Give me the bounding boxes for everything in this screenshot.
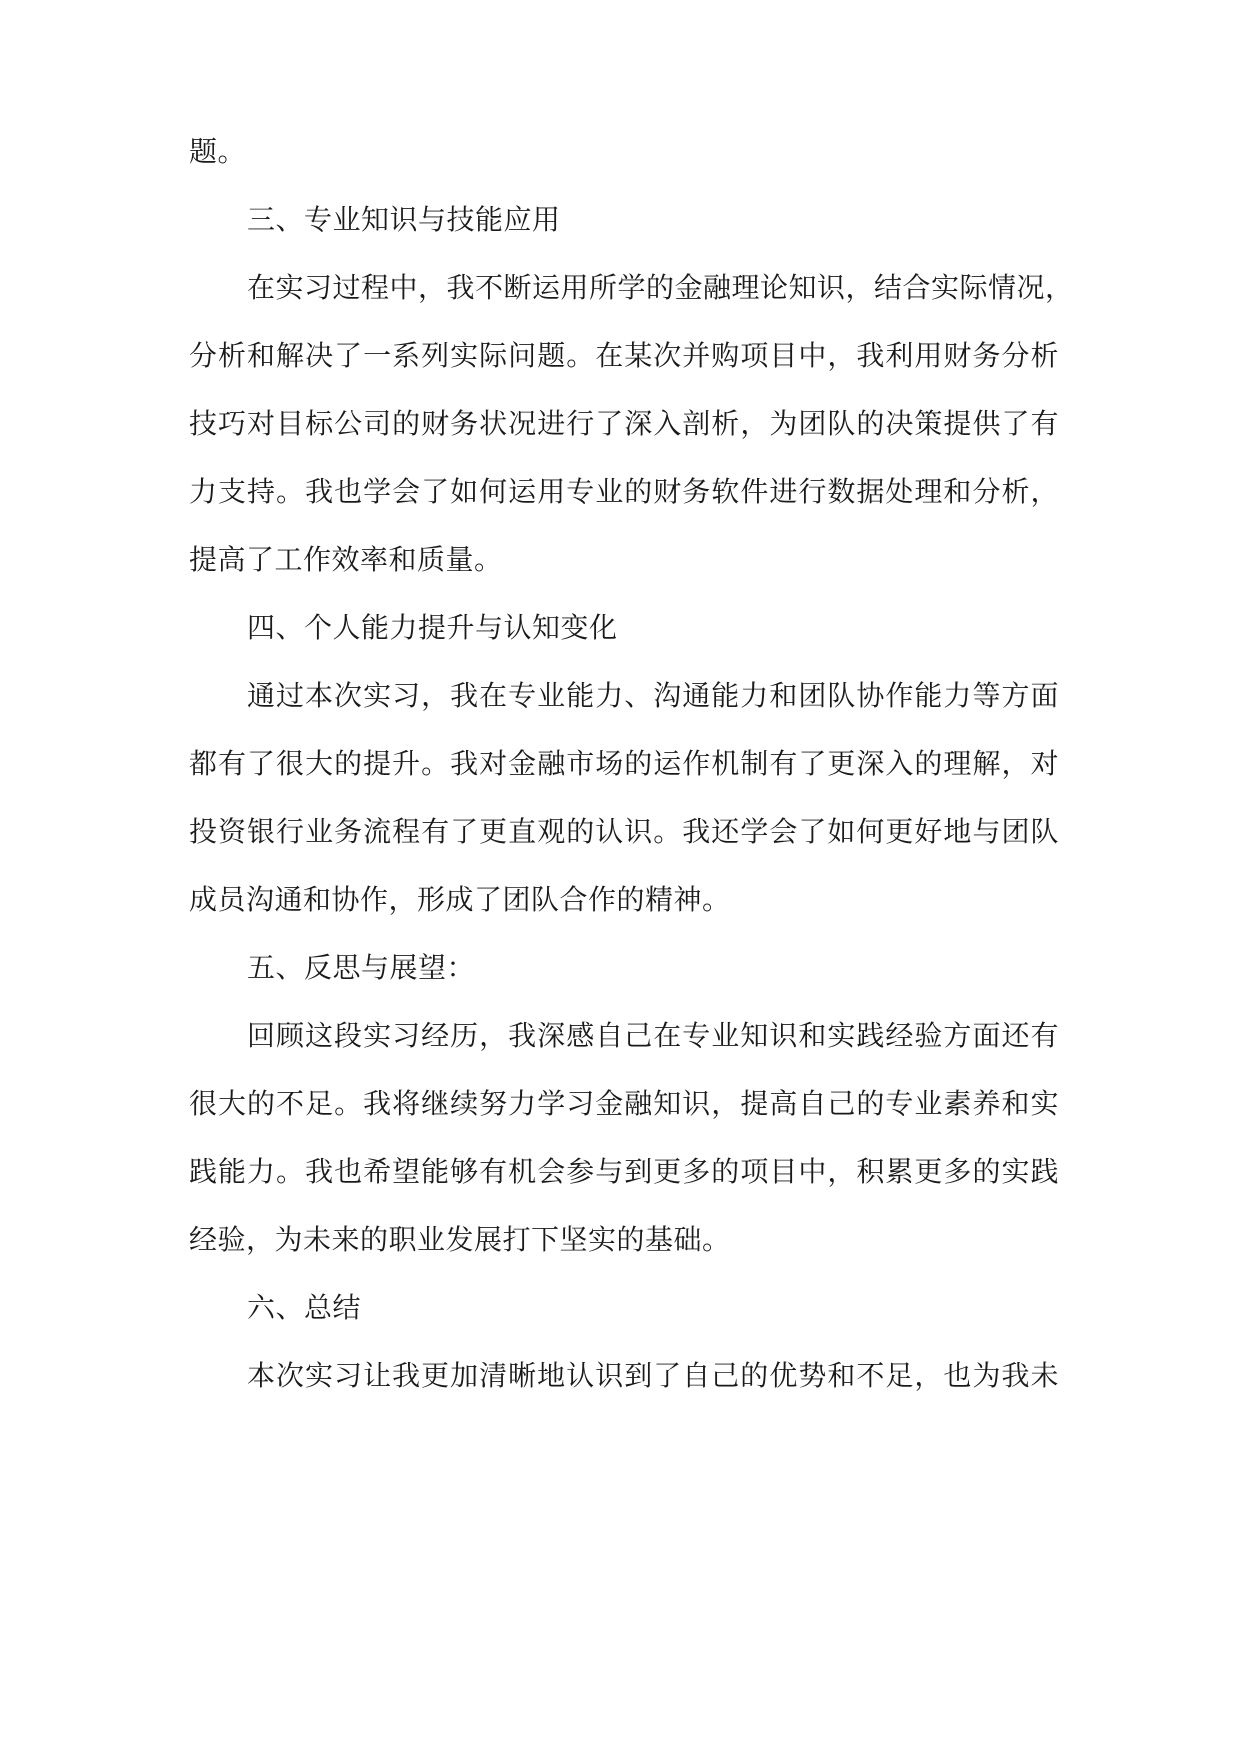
paragraph-line: 通过本次实习，我在专业能力、沟通能力和团队协作能力等方面 [247, 679, 1059, 712]
paragraph-line: 分析和解决了一系列实际问题。在某次并购项目中，我利用财务分析 [189, 339, 1059, 372]
paragraph-line: 在实习过程中，我不断运用所学的金融理论知识，结合实际情况， [247, 271, 1074, 304]
paragraph-line: 经验，为未来的职业发展打下坚实的基础。 [189, 1223, 731, 1256]
paragraph-line: 很大的不足。我将继续努力学习金融知识，提高自己的专业素养和实 [189, 1087, 1059, 1120]
paragraph-line: 本次实习让我更加清晰地认识到了自己的优势和不足，也为我未 [247, 1359, 1059, 1392]
paragraph-line: 回顾这段实习经历，我深感自己在专业知识和实践经验方面还有 [247, 1019, 1059, 1052]
section-heading: 六、总结 [247, 1291, 362, 1324]
paragraph-line: 提高了工作效率和质量。 [189, 543, 503, 576]
paragraph-line: 都有了很大的提升。我对金融市场的运作机制有了更深入的理解，对 [189, 747, 1059, 780]
paragraph-line: 题。 [189, 135, 247, 168]
paragraph-line: 成员沟通和协作，形成了团队合作的精神。 [189, 883, 731, 916]
paragraph-line: 技巧对目标公司的财务状况进行了深入剖析，为团队的决策提供了有 [189, 407, 1059, 440]
paragraph-line: 力支持。我也学会了如何运用专业的财务软件进行数据处理和分析， [189, 475, 1059, 508]
section-heading: 五、反思与展望： [247, 951, 476, 984]
paragraph-line: 践能力。我也希望能够有机会参与到更多的项目中，积累更多的实践 [189, 1155, 1059, 1188]
section-heading: 三、专业知识与技能应用 [247, 203, 561, 236]
section-heading: 四、个人能力提升与认知变化 [247, 611, 618, 644]
paragraph-line: 投资银行业务流程有了更直观的认识。我还学会了如何更好地与团队 [189, 815, 1059, 848]
